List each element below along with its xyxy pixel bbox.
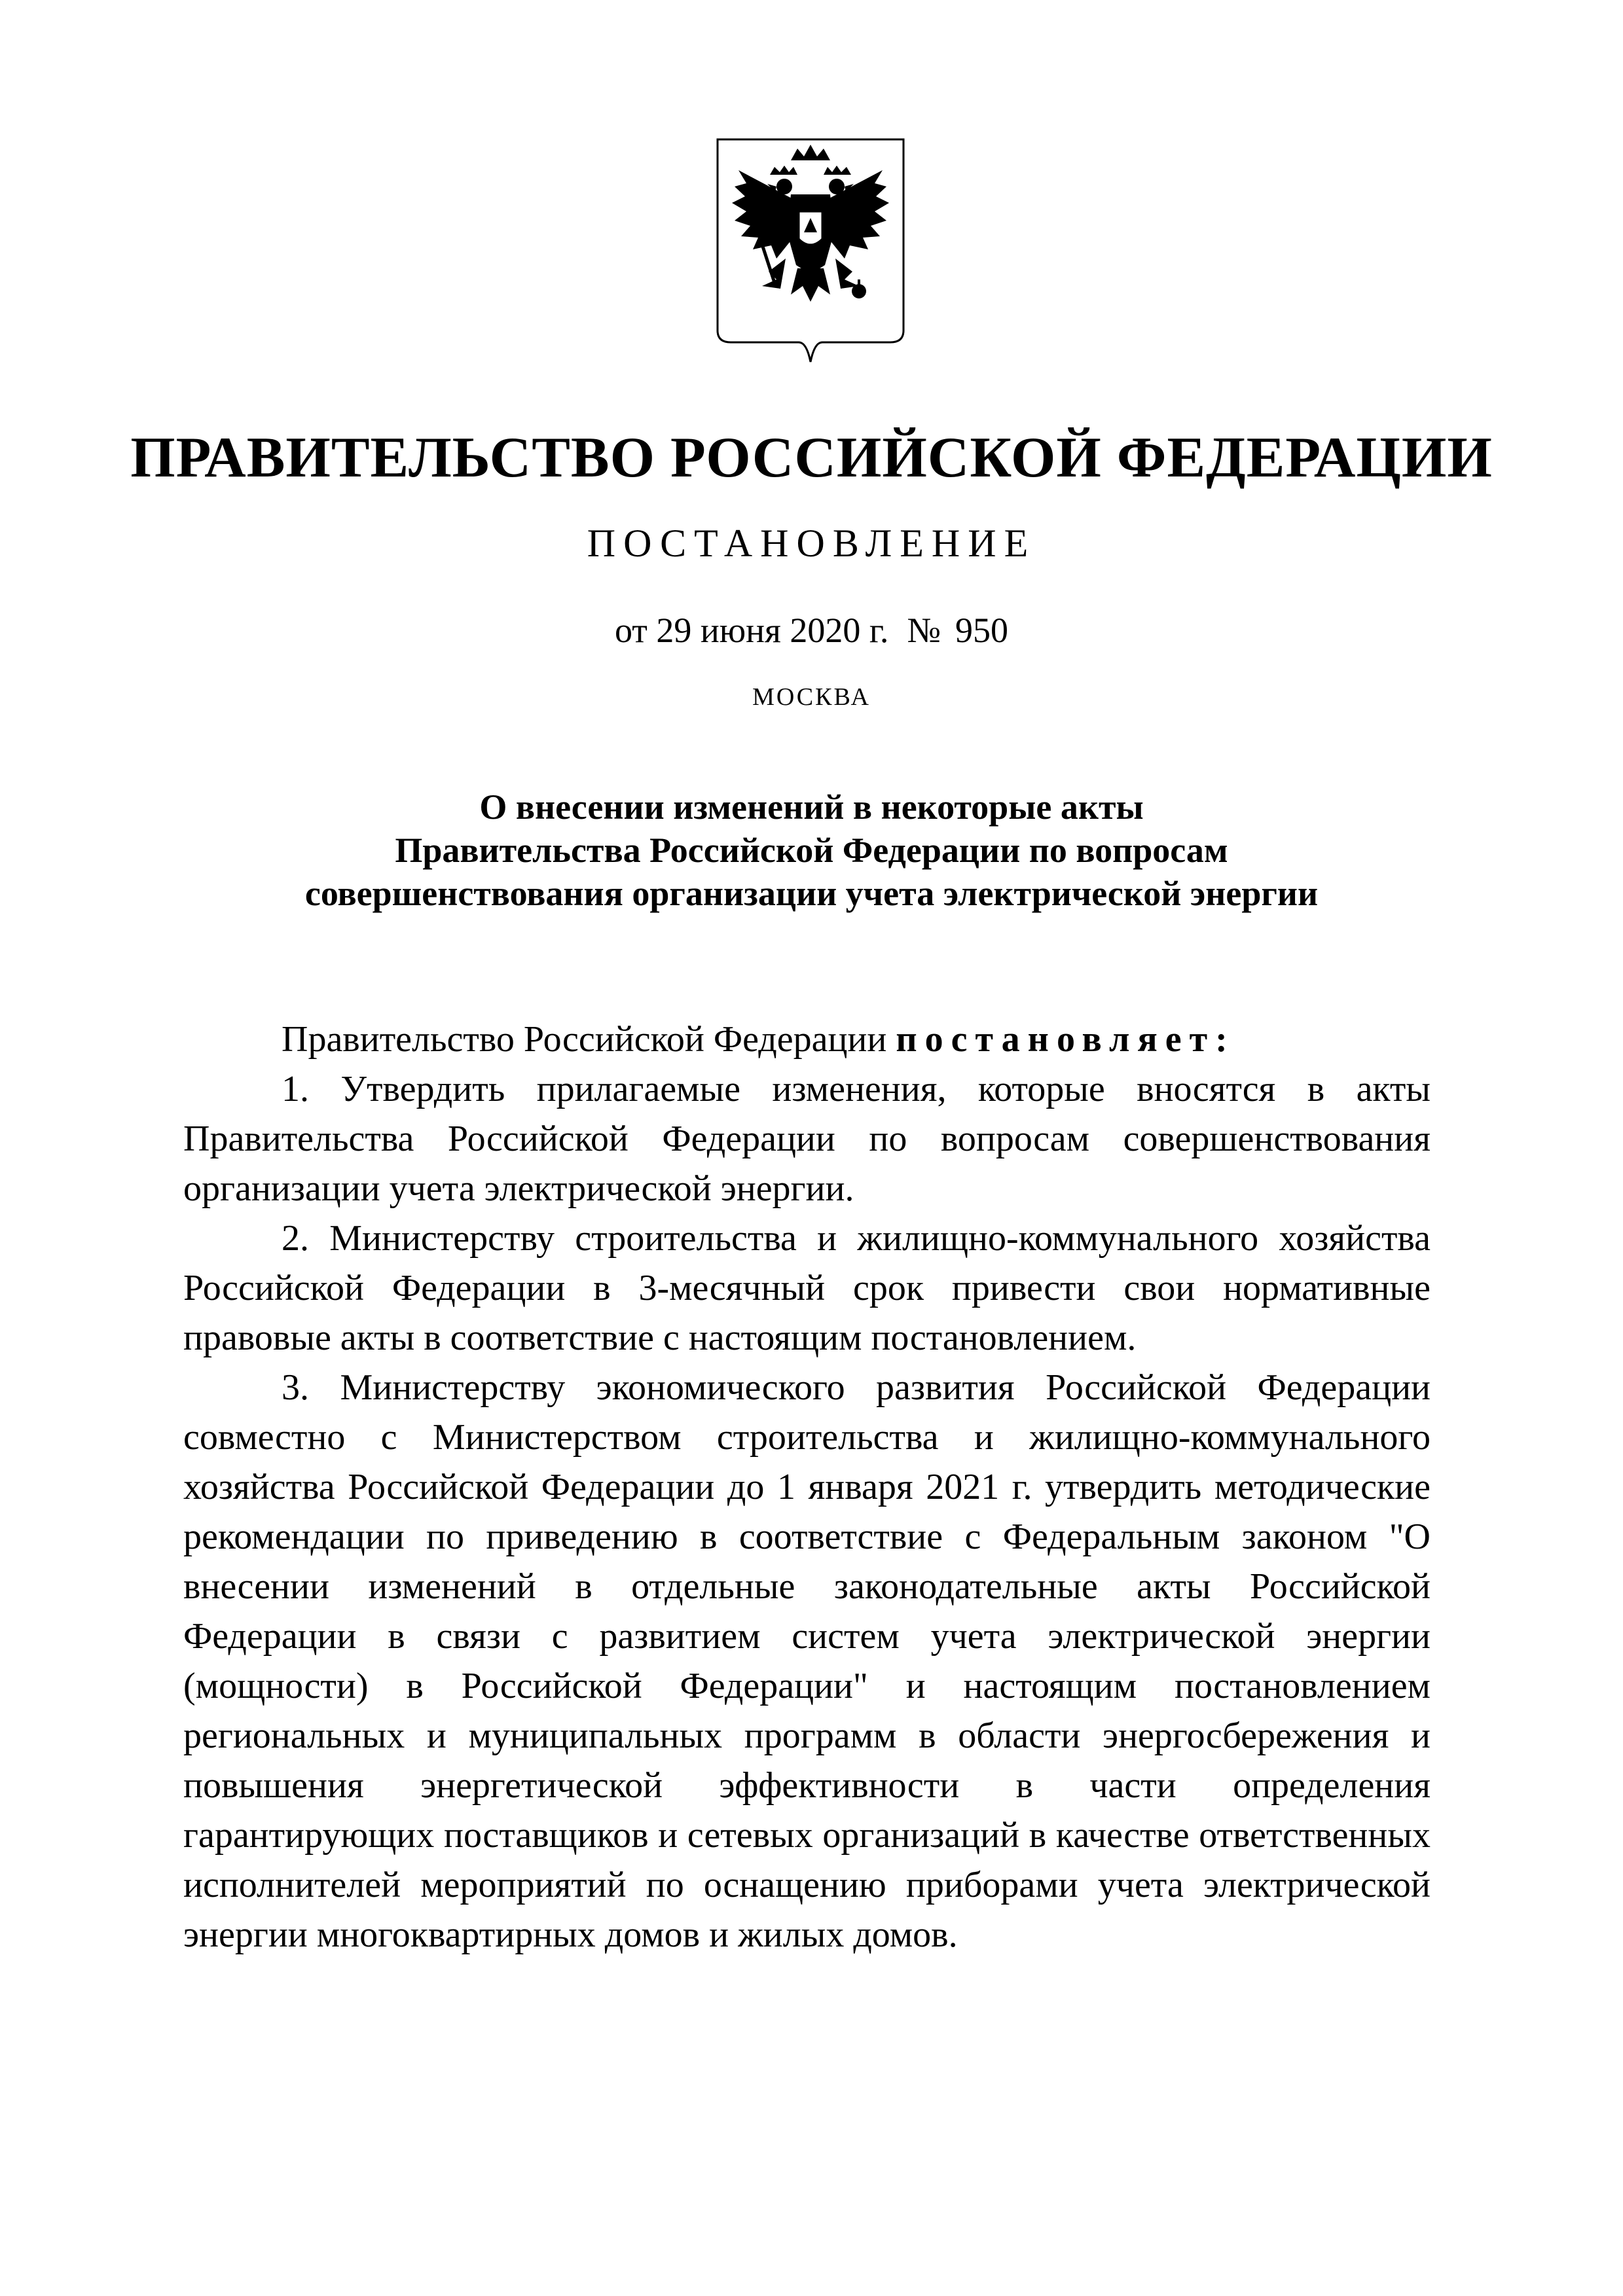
paragraph-1: 1. Утвердить прилагаемые изменения, которые вносятся в акты Правительства Российской Федерации по вопросам совершенствования организации учета электрической энергии.	[183, 1069, 1431, 1209]
document-body	[183, 1014, 1431, 1960]
number-sign: №	[907, 611, 941, 650]
date-line	[0, 601, 1623, 660]
preamble-action: постановляет:	[896, 1019, 1235, 1060]
coat-of-arms-icon	[712, 134, 909, 367]
paragraph-3: 3. Министерству экономического развития Российской Федерации совместно с Министерством строительства и жилищно-коммунального хозяйства Российской Федерации до 1 января 2021 г. утвердить методические рекомендации по приведению в соответствие с Федеральным законом "О внесении изменений в отдельные законодательные акты Российской Федерации в связи с развитием систем учета электрической энергии (мощности) в Российской Федерации" и настоящим постановлением региональных и муниципальных программ в области энергосбережения и повышения энергетической эффективности в части определения гарантирующих поставщиков и сетевых организаций в качестве ответственных исполнителей мероприятий по оснащению приборами учета электрической энергии многоквартирных домов и жилых домов.	[183, 1367, 1431, 1955]
title-line: Правительства Российской Федерации по вопросам	[395, 831, 1228, 870]
document-type: ПОСТАНОВЛЕНИЕ	[587, 522, 1036, 565]
document-date: от 29 июня 2020 г.	[615, 611, 889, 650]
city-name: МОСКВА	[752, 683, 871, 711]
preamble	[183, 1014, 1431, 1064]
organization-name: ПРАВИТЕЛЬСТВО РОССИЙСКОЙ ФЕДЕРАЦИИ	[130, 426, 1493, 490]
preamble-text: Правительство Российской Федерации	[282, 1019, 887, 1060]
title-line: совершенствования организации учета электрической энергии	[304, 874, 1319, 913]
title-line: О внесении изменений в некоторые акты	[479, 787, 1144, 827]
document-number: 950	[955, 611, 1008, 650]
document-title	[0, 785, 1623, 915]
paragraph-2: 2. Министерству строительства и жилищно-коммунального хозяйства Российской Федерации в 3-месячный срок привести свои нормативные правовые акты в соответствие с настоящим постановлением.	[183, 1218, 1431, 1358]
